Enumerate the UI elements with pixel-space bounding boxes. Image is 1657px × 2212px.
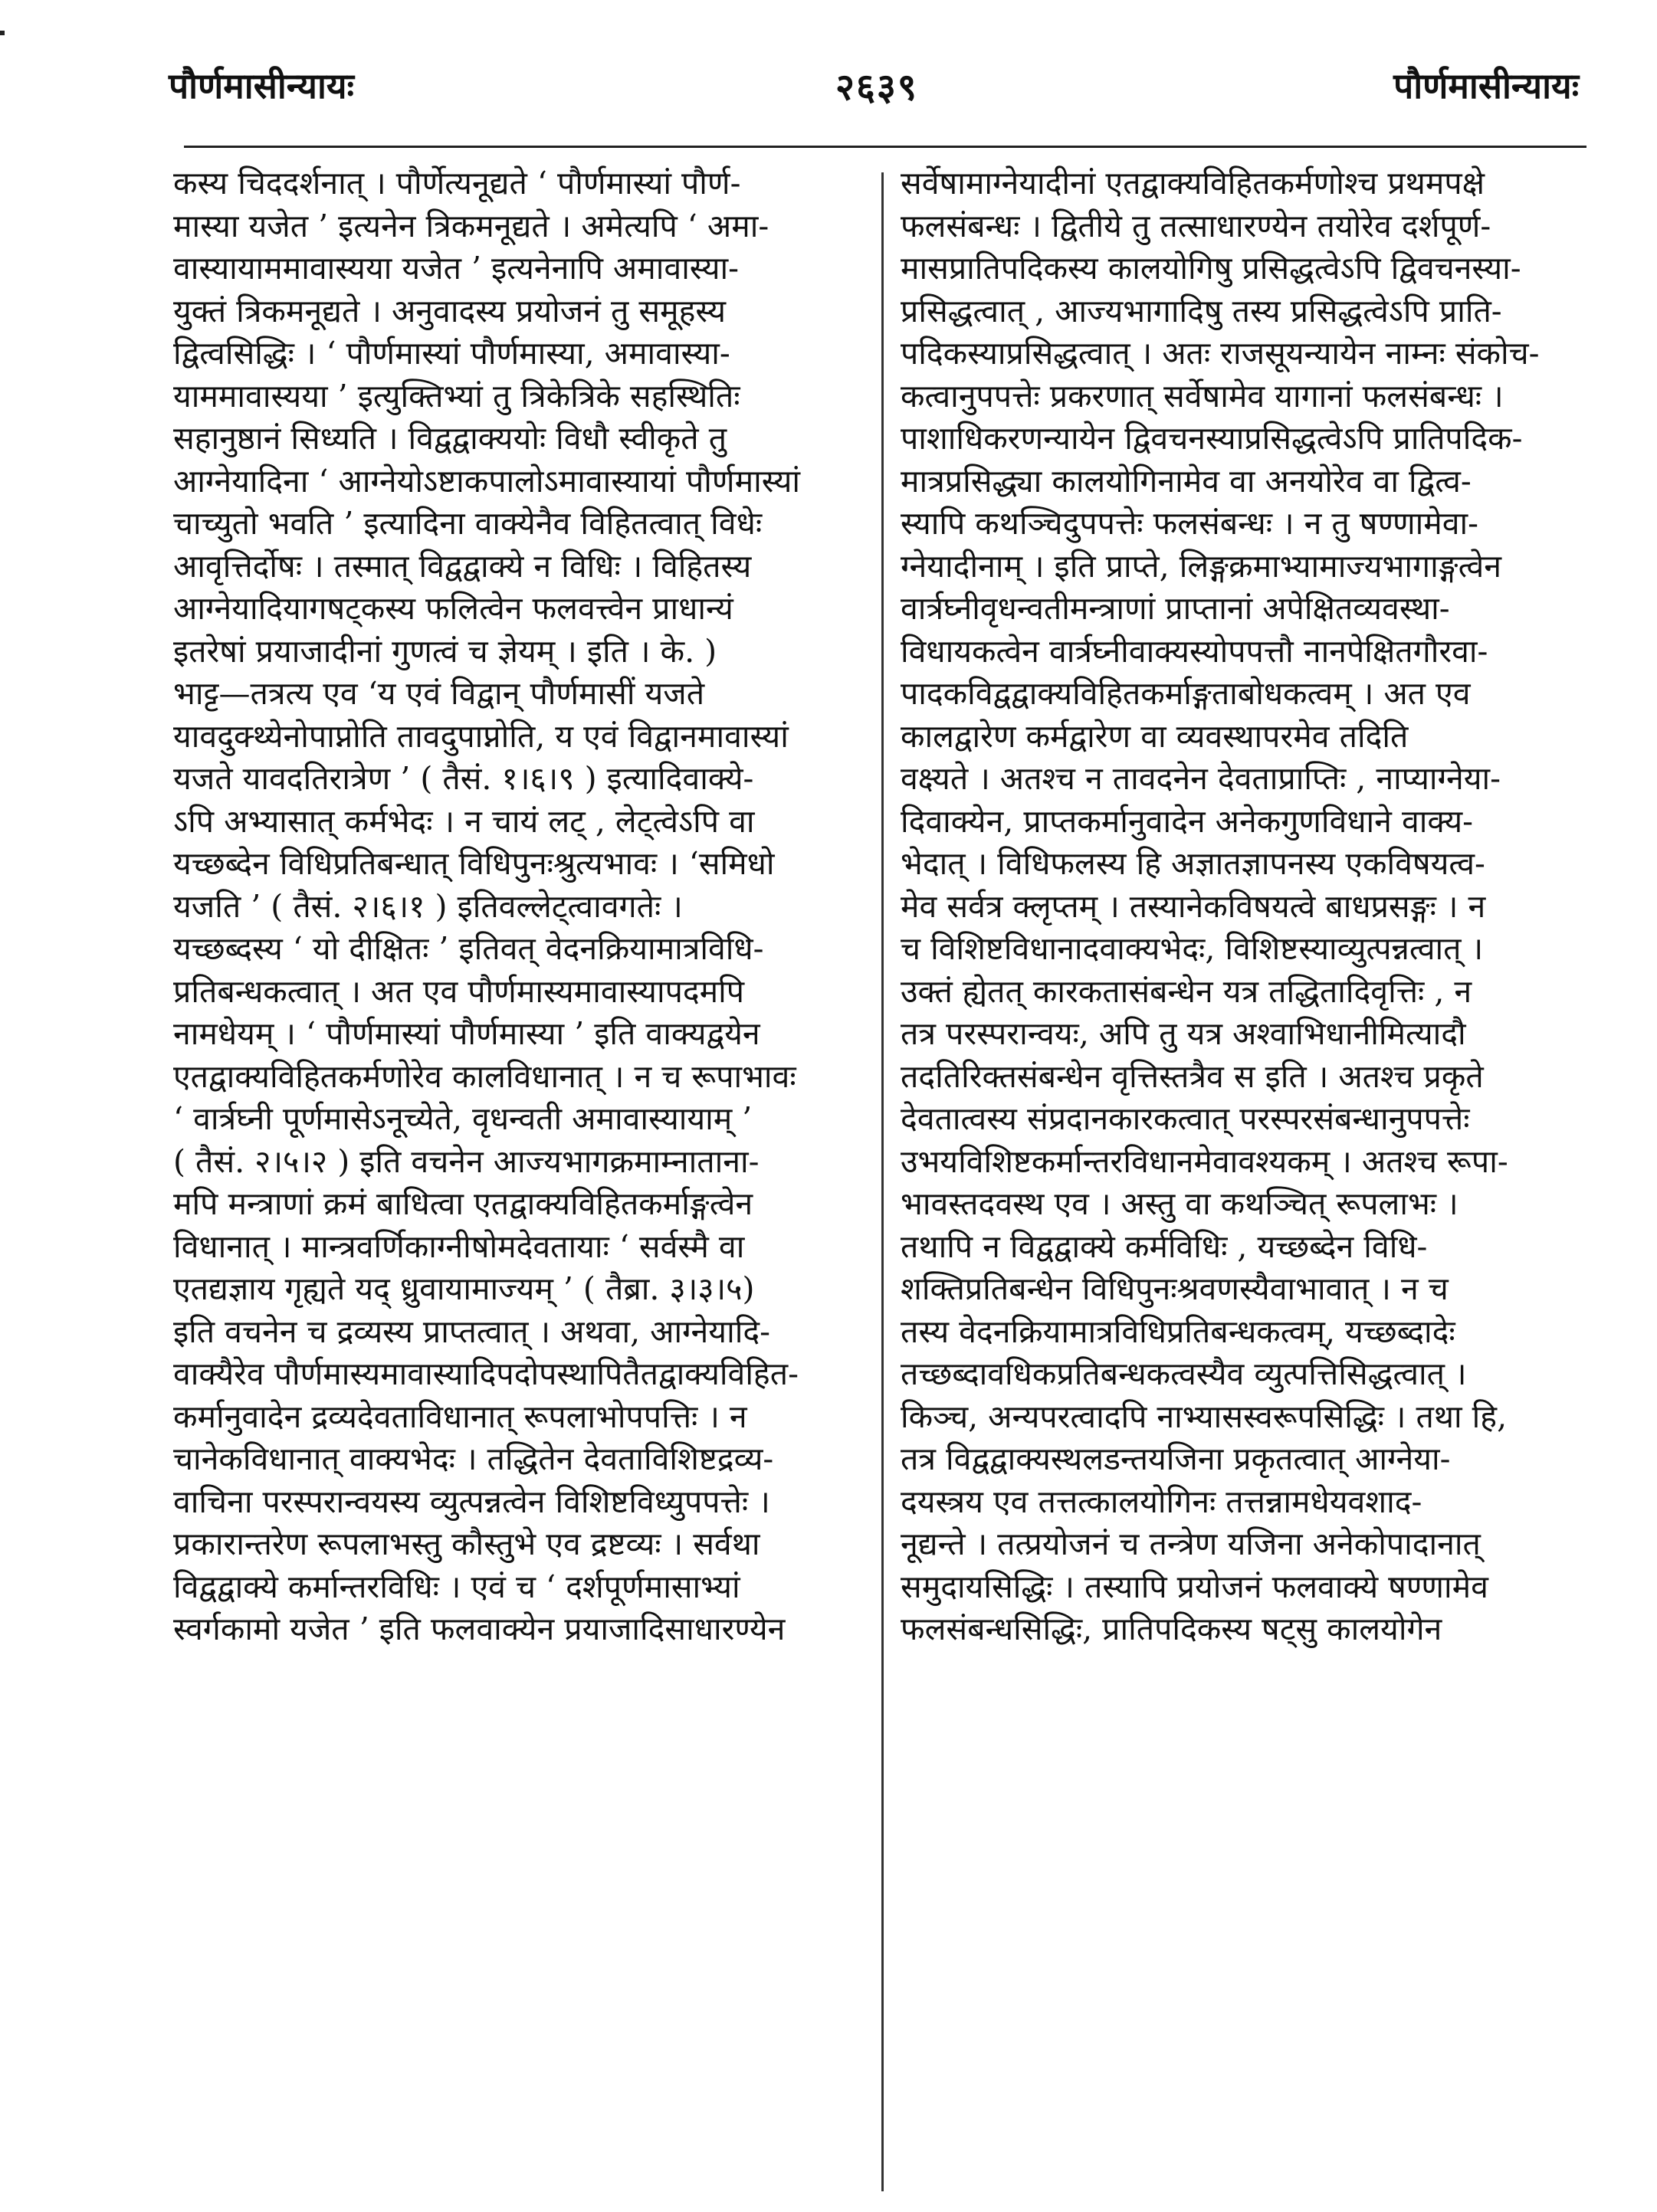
- margin-mark: [0, 31, 5, 35]
- text-line: उभयविशिष्टकर्मान्तरविधानमेवावश्यकम् । अतश्च रूपा-: [901, 1142, 1508, 1180]
- text-line: मासप्रातिपदिकस्य कालयोगिषु प्रसिद्धत्वेऽपि द्विवचनस्या-: [901, 250, 1521, 287]
- text-line: फलसंबन्धः । द्वितीये तु तत्साधारण्येन तयोरेव दर्शपूर्ण-: [901, 207, 1491, 244]
- text-line: भेदात् । विधिफलस्य हि अज्ञातज्ञापनस्य एकविषयत्व-: [901, 845, 1485, 882]
- text-line: स्वर्गकामो यजेत ’ इति फलवाक्येन प्रयाजादिसाधारण्येन: [173, 1611, 786, 1647]
- text-line: ग्नेयादीनाम् । इति प्राप्ते, लिङ्गक्रमाभ्यामाज्यभागाङ्गत्वेन: [901, 547, 1502, 585]
- text-line: स्यापि कथञ्चिदुपपत्तेः फलसंबन्धः । न तु षण्णामेवा-: [901, 505, 1478, 542]
- text-line: तथापि न विद्वद्वाक्ये कर्मविधिः , यच्छब्देन विधि-: [901, 1227, 1428, 1265]
- text-line: वाक्यैरेव पौर्णमास्यमावास्यादिपदोपस्थापितैतद्वाक्यविहित-: [173, 1355, 799, 1392]
- text-line: आग्नेयादियागषट्कस्य फलित्वेन फलवत्त्वेन प्राधान्यं: [173, 590, 733, 627]
- text-line: तत्र परस्परान्वयः, अपि तु यत्र अश्वाभिधानीमित्यादौ: [901, 1015, 1466, 1052]
- text-line: यजते यावदतिरात्रेण ’ ( तैसं. १।६।९ ) इत्यादिवाक्ये-: [173, 760, 754, 797]
- text-line: कस्य चिददर्शनात् । पौर्णेत्यनूद्यते ‘ पौर्णमास्यां पौर्ण-: [173, 165, 741, 202]
- text-line: चाच्युतो भवति ’ इत्यादिना वाक्येनैव विहितत्वात् विधेः: [173, 505, 763, 542]
- text-line: ‘ वार्त्रघ्नी पूर्णमासेऽनूच्येते, वृधन्वती अमावास्यायाम् ’: [173, 1100, 753, 1137]
- text-line: सर्वेषामाग्नेयादीनां एतद्वाक्यविहितकर्मणोश्च प्रथमपक्षे: [901, 165, 1485, 202]
- text-line: तदतिरिक्तसंबन्धेन वृत्तिस्तत्रैव स इति । अतश्च प्रकृते: [901, 1057, 1484, 1095]
- text-line: दयस्त्रय एव तत्तत्कालयोगिनः तत्तन्नामधेयवशाद-: [901, 1483, 1422, 1520]
- page-number: २६३९: [835, 66, 918, 109]
- text-line: इतरेषां प्रयाजादीनां गुणत्वं च ज्ञेयम् । इति । के. ): [173, 632, 717, 670]
- header-right-title: पौर्णमासीन्यायः: [1393, 65, 1579, 107]
- right-column: [901, 162, 1590, 1651]
- text-line: वास्यायाममावास्यया यजेत ’ इत्यनेनापि अमावास्या-: [173, 250, 740, 287]
- text-line: चानेकविधानात् वाक्यभेदः । तद्धितेन देवताविशिष्टद्रव्य-: [173, 1440, 774, 1477]
- text-line: एतद्वाक्यविहितकर्मणोरेव कालविधानात् । न च रूपाभावः: [173, 1057, 796, 1095]
- text-line: याममावास्यया ’ इत्युक्तिभ्यां तु त्रिकेत्रिके सहस्थितिः: [173, 377, 740, 415]
- text-line: तत्र विद्वद्वाक्यस्थलडन्तयजिना प्रकृतत्वात् आग्नेया-: [901, 1440, 1451, 1477]
- text-line: सहानुष्ठानं सिध्यति । विद्वद्वाक्ययोः विधौ स्वीकृते तु: [173, 420, 727, 457]
- text-line: मपि मन्त्राणां क्रमं बाधित्वा एतद्वाक्यविहितकर्माङ्गत्वेन: [173, 1185, 753, 1222]
- text-line: विद्वद्वाक्ये कर्मान्तरविधिः । एवं च ‘ दर्शपूर्णमासाभ्यां: [173, 1568, 740, 1605]
- header-rule: [184, 146, 1586, 148]
- text-line: नूद्यन्ते । तत्प्रयोजनं च तन्त्रेण यजिना अनेकोपादानात्: [901, 1525, 1481, 1562]
- text-line: देवतात्वस्य संप्रदानकारकत्वात् परस्परसंबन्धानुपपत्तेः: [901, 1100, 1470, 1137]
- text-line: प्रकारान्तरेण रूपलाभस्तु कौस्तुभे एव द्रष्टव्यः । सर्वथा: [173, 1525, 760, 1562]
- text-line: विधायकत्वेन वार्त्रघ्नीवाक्यस्योपपत्तौ नानपेक्षितगौरवा-: [901, 632, 1488, 670]
- text-line: ( तैसं. २।५।२ ) इति वचनेन आज्यभागक्रमाम्नाताना-: [173, 1142, 760, 1180]
- text-line: मास्या यजेत ’ इत्यनेन त्रिकमनूद्यते । अमेत्यपि ‘ अमा-: [173, 207, 769, 244]
- text-line: च विशिष्टविधानादवाक्यभेदः, विशिष्टस्याव्युत्पन्नत्वात् ।: [901, 930, 1484, 967]
- text-line: नामधेयम् । ‘ पौर्णमास्यां पौर्णमास्या ’ इति वाक्यद्वयेन: [173, 1015, 760, 1052]
- text-line: द्वित्वसिद्धिः । ‘ पौर्णमास्यां पौर्णमास्या, अमावास्या-: [173, 335, 730, 372]
- text-line: कर्मानुवादेन द्रव्यदेवताविधानात् रूपलाभोपपत्तिः । न: [173, 1398, 747, 1435]
- header-left-title: पौर्णमासीन्यायः: [169, 65, 354, 107]
- text-line: यावदुक्थ्येनोपाप्नोति तावदुपाप्नोति, य एवं विद्वानमावास्यां: [173, 717, 789, 755]
- text-line: कालद्वारेण कर्मद्वारेण वा व्यवस्थापरमेव तदिति: [901, 717, 1409, 755]
- text-line: समुदायसिद्धिः । तस्यापि प्रयोजनं फलवाक्ये षण्णामेव: [901, 1568, 1488, 1605]
- page-header: [169, 61, 1579, 115]
- text-line: पाशाधिकरणन्यायेन द्विवचनस्याप्रसिद्धत्वेऽपि प्रातिपदिक-: [901, 420, 1523, 457]
- text-line: पदिकस्याप्रसिद्धत्वात् । अतः राजसूयन्यायेन नाम्नः संकोच-: [901, 335, 1540, 372]
- text-line: आवृत्तिर्दोषः । तस्मात् विद्वद्वाक्ये न विधिः । विहितस्य: [173, 547, 752, 585]
- text-line: आग्नेयादिना ‘ आग्नेयोऽष्टाकपालोऽमावास्यायां पौर्णमास्यां: [173, 462, 801, 500]
- text-line: किञ्च, अन्यपरत्वादपि नाभ्यासस्वरूपसिद्धिः । तथा हि,: [901, 1398, 1508, 1435]
- text-line: यजति ’ ( तैसं. २।६।१ ) इतिवल्लेट्त्वावगतेः ।: [173, 887, 683, 925]
- text-line: तस्य वेदनक्रियामात्रविधिप्रतिबन्धकत्वम्, यच्छब्दादेः: [901, 1312, 1455, 1350]
- text-line: प्रतिबन्धकत्वात् । अत एव पौर्णमास्यमावास्यापदमपि: [173, 972, 745, 1010]
- text-line: एतद्यज्ञाय गृह्यते यद् ध्रुवायामाज्यम् ’ ( तैब्रा. ३।३।५): [173, 1270, 755, 1307]
- text-line: यच्छब्देन विधिप्रतिबन्धात् विधिपुनःश्रुत्यभावः । ‘समिधो: [173, 845, 775, 882]
- text-line: कत्वानुपपत्तेः प्रकरणात् सर्वेषामेव यागानां फलसंबन्धः ।: [901, 377, 1504, 415]
- text-line: शक्तिप्रतिबन्धेन विधिपुनःश्रवणस्यैवाभावात् । न च: [901, 1270, 1449, 1307]
- text-line: इति वचनेन च द्रव्यस्य प्राप्तत्वात् । अथवा, आग्नेयादि-: [173, 1312, 770, 1350]
- text-line: पादकविद्वद्वाक्यविहितकर्माङ्गताबोधकत्वम् । अत एव: [901, 675, 1471, 712]
- text-line: वक्ष्यते । अतश्च न तावदनेन देवताप्राप्तिः , नाप्याग्नेया-: [901, 760, 1501, 797]
- column-divider: [881, 172, 884, 2191]
- text-line: भावस्तदवस्थ एव । अस्तु वा कथञ्चित् रूपलाभः ।: [901, 1185, 1458, 1222]
- text-line: विधानात् । मान्त्रवर्णिकाग्नीषोमदेवतायाः ‘ सर्वस्मै वा: [173, 1227, 745, 1265]
- text-line: वार्त्रघ्नीवृधन्वतीमन्त्राणां प्राप्तानां अपेक्षितव्यवस्था-: [901, 590, 1450, 627]
- text-line: तच्छब्दावधिकप्रतिबन्धकत्वस्यैव व्युत्पत्तिसिद्धत्वात् ।: [901, 1355, 1467, 1392]
- text-line: मेव सर्वत्र क्लृप्तम् । तस्यानेकविषयत्वे बाधप्रसङ्गः । न: [901, 887, 1486, 925]
- text-line: फलसंबन्धसिद्धिः, प्रातिपदिकस्य षट्सु कालयोगेन: [901, 1611, 1442, 1647]
- text-line: युक्तं त्रिकमनूद्यते । अनुवादस्य प्रयोजनं तु समूहस्य: [173, 292, 727, 329]
- text-line: यच्छब्दस्य ‘ यो दीक्षितः ’ इतिवत् वेदनक्रियामात्रविधि-: [173, 930, 764, 967]
- text-line: उक्तं ह्येतत् कारकतासंबन्धेन यत्र तद्धितादिवृत्तिः , न: [901, 972, 1472, 1010]
- text-line: प्रसिद्धत्वात् , आज्यभागादिषु तस्य प्रसिद्धत्वेऽपि प्राति-: [901, 292, 1502, 329]
- text-line: मात्रप्रसिद्ध्या कालयोगिनामेव वा अनयोरेव वा द्वित्व-: [901, 462, 1472, 500]
- text-line: ऽपि अभ्यासात् कर्मभेदः । न चायं लट् , लेट्त्वेऽपि वा: [173, 802, 755, 840]
- left-column: [173, 162, 863, 1651]
- text-line: दिवाक्येन, प्राप्तकर्मानुवादेन अनेकगुणविधाने वाक्य-: [901, 802, 1473, 840]
- text-line: वाचिना परस्परान्वयस्य व्युत्पन्नत्वेन विशिष्टविध्युपपत्तेः ।: [173, 1483, 770, 1520]
- text-line: भाट्ट—तत्रत्य एव ‘य एवं विद्वान् पौर्णमासीं यजते: [173, 675, 705, 712]
